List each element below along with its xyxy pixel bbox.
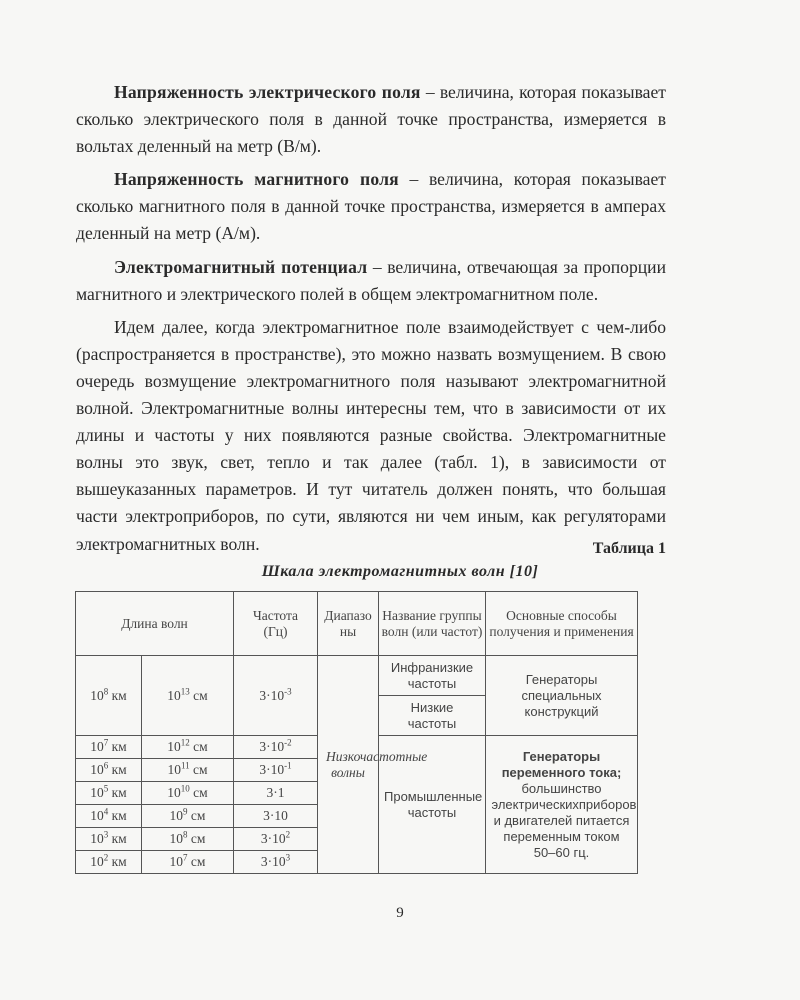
cell-km: $10^2$ км — [76, 851, 142, 874]
term: Напряженность электрического поля — [114, 82, 421, 102]
cell-cm: $10^{10}$ см — [142, 782, 234, 805]
table-title: Шкала электромагнитных волн [10] — [261, 563, 539, 580]
header-methods: Основные способы получения и применения — [486, 592, 638, 656]
cell-cm: $10^{13}$ см — [142, 656, 234, 736]
cell-cm: $10^9$ см — [142, 805, 234, 828]
paragraph-text: Идем далее, когда электромагнитное поле взаимодействует с чем-либо (распространяется в пространстве), это можно назвать возмущением. В свою очередь возмущение электромагнитного поля называют электромагнитной волной. Электромагнитные волны интересны тем, что в зависимости от их длины и частоты у них появляются разные свойства. Электромагнитные волны это звук, свет, тепло и так далее (табл. 1), в зависимости от вышеуказанных параметров. И тут читатель должен понять, что большая части электроприборов, по сути, являются ни чем иным, как регуляторами электромагнитных волн. — [76, 316, 666, 554]
header-group: Название группы волн (или частот) — [379, 592, 486, 656]
cell-frequency: $3\cdot 10^{-2}$ — [234, 736, 318, 759]
table-row — [76, 656, 638, 696]
cell-cm: $10^{11}$ см — [142, 759, 234, 782]
table-header-row — [76, 592, 638, 656]
range-low-frequency: Низкочастотные волны — [318, 656, 379, 874]
group-infralow: Инфранизкие частоты — [379, 656, 486, 696]
cell-km: $10^6$ км — [76, 759, 142, 782]
cell-frequency: 3·1 — [234, 782, 318, 805]
cell-frequency: $3\cdot 10^{-3}$ — [234, 656, 318, 736]
paragraph-magnetic-field — [76, 166, 666, 247]
paragraph-em-potential — [76, 254, 666, 308]
cell-km: $10^8$ км — [76, 656, 142, 736]
cell-cm: $10^{12}$ см — [142, 736, 234, 759]
cell-frequency: 3·10 — [234, 805, 318, 828]
cell-cm: $10^7$ см — [142, 851, 234, 874]
cell-km: $10^4$ км — [76, 805, 142, 828]
page-number: 9 — [396, 905, 404, 921]
body-text — [76, 79, 666, 564]
group-industrial: Промышленные частоты — [379, 736, 486, 874]
header-wavelength: Длина волн — [76, 592, 234, 656]
methods-ac-generators: Генераторы переменного тока; большинство электрическихприборов и двигателей питается переменным током 50–60 гц. — [486, 736, 638, 874]
term: Электромагнитный потенциал — [114, 256, 368, 277]
table-number: Таблица 1 — [592, 540, 666, 557]
cell-frequency: $3\cdot 10^{-1}$ — [234, 759, 318, 782]
cell-frequency: $3\cdot 10^3$ — [234, 851, 318, 874]
term: Напряженность магнитного поля — [114, 169, 399, 190]
definition: – величина, которая показывает сколько электрического поля в данной точке пространства, измеряется в вольтах деленный на метр (В/м). — [76, 82, 666, 157]
definition: – величина, которая показывает сколько магнитного поля в данной точке пространства, измеряется в амперах деленный на метр (А/м). — [76, 169, 666, 244]
group-low: Низкие частоты — [379, 696, 486, 736]
cell-frequency: $3\cdot 10^2$ — [234, 828, 318, 851]
cell-km: $10^7$ км — [76, 736, 142, 759]
paragraph-electric-field — [76, 79, 666, 160]
cell-km: $10^5$ км — [76, 782, 142, 805]
header-range: Диапазоны — [318, 592, 379, 656]
header-frequency: Частота (Гц) — [234, 592, 318, 656]
cell-cm: $10^8$ см — [142, 828, 234, 851]
cell-km: $10^3$ км — [76, 828, 142, 851]
methods-special-generators: Генераторы специальных конструкций — [486, 656, 638, 736]
paragraph-em-waves — [76, 314, 666, 558]
wave-scale-table — [75, 591, 638, 874]
definition: – величина, отвечающая за пропорции магнитного и электрического полей в общем электромагнитном поле. — [76, 256, 666, 304]
